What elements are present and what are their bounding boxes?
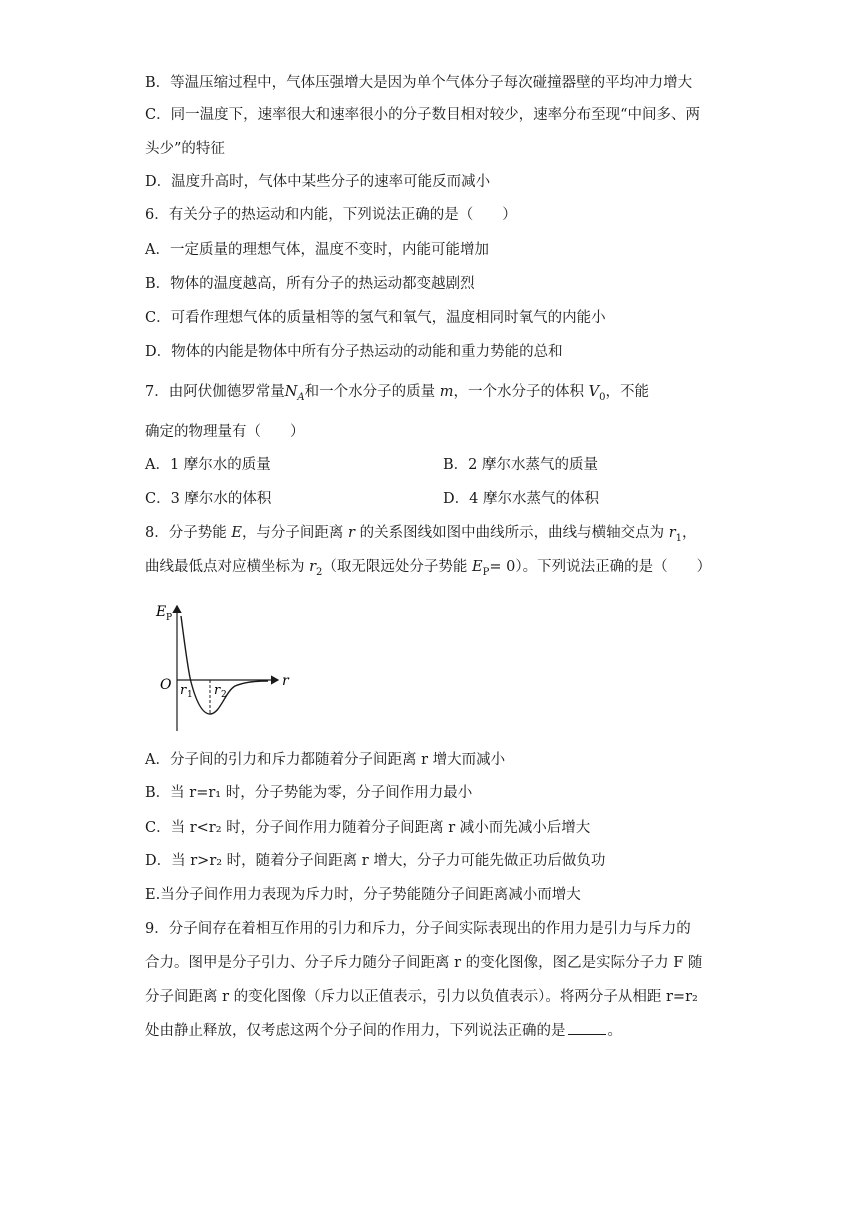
q7-stem-line1: 7．由阿伏伽德罗常量$N_A$和一个水分子的质量 m，一个水分子的体积 $V_0$，不能 [145, 384, 649, 403]
origin-label: O [160, 677, 172, 693]
q7-option-c: C．3 摩尔水的体积 [145, 491, 272, 507]
y-axis-label: E [156, 604, 167, 620]
q6-stem: 6．有关分子的热运动和内能，下列说法正确的是（ ） [145, 207, 517, 223]
q8-stem-line2: 曲线最低点对应横坐标为 $r_2$（取无限远处分子势能 $E_P= 0$）。下列说法正确的是（ ） [145, 559, 712, 578]
q7-stem-line2: 确定的物理量有（ ） [145, 424, 305, 440]
r2-label: r [214, 683, 221, 698]
q5-option-d: D．温度升高时，气体中某些分子的速率可能反而减小 [145, 174, 491, 190]
y-axis-label-sub: P [166, 613, 173, 623]
q7-option-d: D．4 摩尔水蒸气的体积 [443, 491, 599, 507]
q5-option-b: B．等温压缩过程中，气体压强增大是因为单个气体分子每次碰撞器壁的平均冲力增大 [145, 75, 693, 91]
answer-blank[interactable] [568, 1022, 606, 1035]
q6-option-d: D．物体的内能是物体中所有分子热运动的动能和重力势能的总和 [145, 344, 563, 360]
potential-energy-figure [150, 596, 300, 736]
r1-label: r [180, 683, 187, 698]
x-axis-label: r [282, 673, 289, 689]
q9-line1: 9．分子间存在着相互作用的引力和斥力，分子间实际表现出的作用力是引力与斥力的 [145, 921, 691, 937]
q6-option-c: C．可看作理想气体的质量相等的氢气和氧气，温度相同时氧气的内能小 [145, 310, 606, 326]
q5-option-c-line2: 头少”的特征 [145, 141, 225, 157]
q8-option-d: D．当 r>r₂ 时，随着分子间距离 r 增大，分子力可能先做正功后做负功 [145, 853, 606, 869]
q7-option-b: B．2 摩尔水蒸气的质量 [443, 457, 598, 473]
q8-option-a: A．分子间的引力和斥力都随着分子间距离 r 增大而减小 [145, 752, 506, 768]
q9-line3: 分子间距离 r 的变化图像（斥力以正值表示，引力以负值表示）。将两分子从相距 r=r₂ [145, 989, 698, 1005]
q6-option-a: A．一定质量的理想气体，温度不变时，内能可能增加 [145, 242, 489, 258]
q7-option-a: A．1 摩尔水的质量 [145, 457, 271, 473]
q8-option-c: C．当 r<r₂ 时，分子间作用力随着分子间距离 r 减小而先减小后增大 [145, 820, 591, 836]
q8-stem-line1: 8．分子势能 E，与分子间距离 r 的关系图线如图中曲线所示，曲线与横轴交点为 $r_1$， [145, 525, 697, 544]
r1-label-sub: 1 [187, 690, 193, 700]
q9-line2: 合力。图甲是分子引力、分子斥力随分子间距离 r 的变化图像，图乙是实际分子力 F 随 [145, 955, 703, 971]
q8-option-e: E.当分子间作用力表现为斥力时，分子势能随分子间距离减小而增大 [145, 887, 581, 903]
q9-line4: 处由静止释放，仅考虑这两个分子间的作用力，下列说法正确的是 。 [145, 1023, 622, 1039]
q6-option-b: B．物体的温度越高，所有分子的热运动都变越剧烈 [145, 276, 475, 292]
q5-option-c-line1: C．同一温度下，速率很大和速率很小的分子数目相对较少，速率分布至现“中间多、两 [145, 107, 701, 123]
q8-option-b: B．当 r=r₁ 时，分子势能为零，分子间作用力最小 [145, 785, 473, 801]
r2-label-sub: 2 [221, 690, 227, 700]
